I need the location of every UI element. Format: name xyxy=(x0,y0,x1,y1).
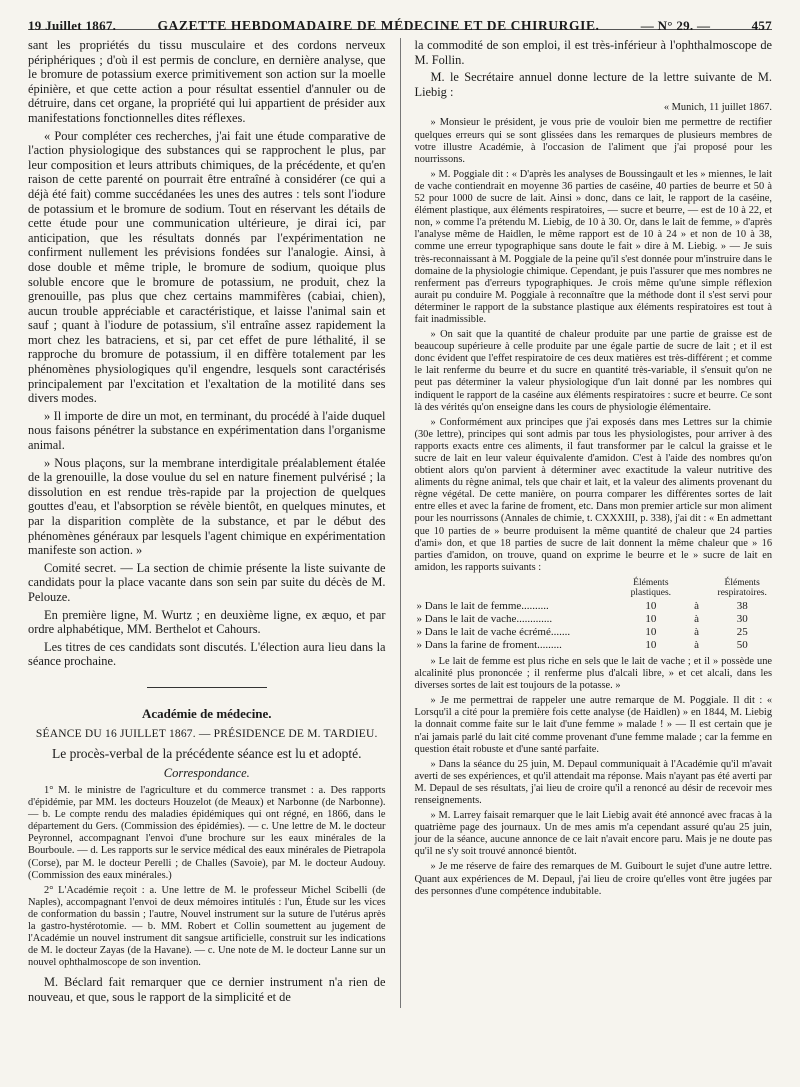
paragraph: » Nous plaçons, sur la membrane interdigitale préalablement étalée de la grenouille, la dose voulue du sel en nature finement pulvérisé ; la dissolution en est rendue très-rapide par la projection de quelques gouttes d'eau, et l'absorption se révèle bientôt, en quelques minutes, et par la disparition complète de la substance, et par le début des phénomènes généraux par lesquels l'agent chimique en expérimentation manifeste son action. » xyxy=(28,455,386,558)
table-row xyxy=(415,613,773,626)
paragraph: « Pour compléter ces recherches, j'ai fait une étude comparative de l'action physiologique des substances qui se rapprochent le plus, par leur composition et leurs attributs chimiques, de la précédente, et qu'en raison de cette parenté on pourrait être entraîné à considérer (ce qui a déjà été fait) comme succédanées les unes des autres : tels sont l'iodure de potassium et le bromure de sodium. Tout en réservant les détails de cette étude pour une communication ultérieure, je dirai ici, par anticipation, que les résultats donnés par l'expérimentation ne confirment nullement les prévisions fondées sur l'analogie. Ainsi, à dose double et même triple, le bromure de sodium, quoique plus soluble encore que le bromure de potassium, ne produit, chez la grenouille, pas plus que chez certains mammifères (cabiai, chien), aucun trouble appréciable et caractéristique, et laisse l'animal sain et sauf ; quant à l'iodure de potassium, s'il entraîne assez rapidement la mort chez les batraciens, et si, par cet effet de pure léthalité, il se rapproche du bromure de potassium, il en diffère totalement par les phénomènes physiologiques qu'il engendre, lesquels sont caractérisés principalement par l'excitation et l'exaltation de la motilité dans ses divers modes. xyxy=(28,128,386,406)
two-column-body xyxy=(28,38,772,1008)
table-row xyxy=(415,639,773,652)
cell-respiratory: 30 xyxy=(736,612,748,625)
cell-respiratory: 50 xyxy=(736,638,748,651)
cell-plastic: 10 xyxy=(645,599,657,612)
milk-ratio-table xyxy=(415,577,773,652)
correspondence-item: 2° L'Académie reçoit : a. Une lettre de M. le professeur Michel Scibelli (de Naples), accompagnant l'envoi de deux mémoires intitulés : l'un, Étude sur les vices de conformation du bassin ; l'autre, Nouvel instrument sur la suture de l'utérus après la gastro-hystérotomie. — b. MM. Robert et Collin soumettent au jugement de l'Académie un nouvel instrument dit sangsue artificielle, construit sur les indications de M. le docteur Zayas (de la Havane). — c. Une note de M. le docteur Lanne sur un nouvel ophthalmoscope de son invention. xyxy=(28,884,386,969)
correspondence-heading: Correspondance. xyxy=(163,765,250,780)
letter-paragraph: » Monsieur le président, je vous prie de vouloir bien me permettre de rectifier quelques erreurs qui se sont glissées dans les remarques de plusieurs membres de votre illustre Académie, à l'occasion de l'aliment que j'ai proposé pour les nourrissons. xyxy=(414,117,773,165)
cell-a: à xyxy=(694,638,699,651)
table-row xyxy=(415,600,773,613)
letter-paragraph: » Le lait de femme est plus riche en sels que le lait de vache ; et il » possède une alcalinité plus prononcée ; il renferme plus d'alcali libre, » et cet alcali, dans les diverses sortes de lait est toujours de la potasse. » xyxy=(414,655,773,692)
left-column xyxy=(28,38,386,1008)
cell-plastic: 10 xyxy=(645,625,657,638)
header-issue: — N° 29. — xyxy=(640,18,711,33)
page-header xyxy=(28,0,772,33)
column-header-plastic: Éléments plastiques. xyxy=(630,577,672,599)
header-date: 19 Juillet 1867. xyxy=(28,18,117,33)
row-label: » Dans le lait de vache............. xyxy=(416,612,553,625)
letter-paragraph: » Dans la séance du 25 juin, M. Depaul communiquait à l'Académie qu'il m'avait averti de ses expériences, et qu'il attendait ma réponse. Mais n'ayant pas été averti par M. Depaul de ses résultats, j'ai lieu de croire qu'il a renoncé au désir de recevoir mes renseignements. xyxy=(414,758,773,806)
cell-a: à xyxy=(694,625,699,638)
section-title: Académie de médecine. xyxy=(141,705,272,721)
correspondence-item: 1° M. le ministre de l'agriculture et du commerce transmet : a. Des rapports d'épidémie, par MM. les docteurs Houzelot (de Meaux) et Narbonne (de Narbonne). — b. Le compte rendu des maladies épidémiques qui ont régné, en 1866, dans le département du Gers. (Commission des épidémies). — c. Une lettre de M. le docteur Peyronnel, accompagnant l'envoi d'une brochure sur les eaux minérales de la Bourboule. — d. Les rapports sur le service médical des eaux minérales de Pietrapola (Corse), par M. le docteur Perelli ; de Challes (Savoie), par M. le docteur Audouy. (Commission des eaux minérales.) xyxy=(28,784,386,881)
row-label: » Dans le lait de femme.......... xyxy=(416,599,549,612)
session-heading: SÉANCE DU 16 JUILLET 1867. — PRÉSIDENCE DE M. TARDIEU. xyxy=(35,727,378,740)
letter-paragraph: » Je me permettrai de rappeler une autre remarque de M. Poggiale. Il dit : « Lorsqu'il a cité pour la première fois cette analyse (de Haidlen) » en 1844, M. Liebig la donnait comme faite sur le lait d'une femme » malade ! » — Il est certain que je n'ai jamais parlé du lait cité comme provenant d'une femme malade ; car la femme en question était robuste et d'une santé parfaite. xyxy=(414,695,773,755)
minutes-line: Le procès-verbal de la précédente séance est lu et adopté. xyxy=(51,745,362,761)
header-page-number: 457 xyxy=(751,18,772,33)
cell-respiratory: 38 xyxy=(736,599,748,612)
cell-a: à xyxy=(694,612,699,625)
paragraph: sant les propriétés du tissu musculaire et des cordons nerveux périphériques ; d'où il est permis de conclure, en dernière analyse, que le bromure de potassium exerce primitivement son action sur la moelle épinière, et que cette action a pour résultat essentiel d'annuler ou de détruire, dans cet organe, la propriété qui lui appartient de présider aux manifestations fonctionnelles dites réflexes. xyxy=(28,38,386,125)
table-row xyxy=(415,626,773,639)
paragraph: Les titres de ces candidats sont discutés. L'élection aura lieu dans la séance prochaine. xyxy=(28,639,386,669)
letter-paragraph: » On sait que la quantité de chaleur produite par une partie de graisse est de beaucoup supérieure à celle produite par une égale partie de sucre de lait ; et il est donc évident que l'effet respiratoire de ces deux matières est très-différent ; et comme le lait renferme du beurre et du sucre en quantité très-variable, il s'ensuit qu'on ne peut pas déterminer la valeur physiologique d'un lait donné par les nombres qui indiquent le rapport de la caséine aux éléments respiratoires : sucre et beurre. Ce sont là des vérités qu'on enseigne dans les cours de physiologie élémentaire. xyxy=(414,329,773,413)
cell-a: à xyxy=(694,599,699,612)
paragraph: » Il importe de dire un mot, en terminant, du procédé à l'aide duquel nous faisons pénétrer la substance en expérimentation dans l'organisme animal. xyxy=(28,408,386,453)
letter-paragraph: » Conformément aux principes que j'ai exposés dans mes Lettres sur la chimie (30e lettre), principes qui sont admis par tous les physiologistes, pour arriver à des rapports exacts entre ces aliments, il faut transformer par le calcul la graisse et le sucre de lait en leur valeur équivalente d'amidon. C'est à l'aide des nombres qu'on obtient alors qu'on parvient à déterminer avec exactitude la valeur nutritive des aliments du règne animal, tels que chair et lait, et la valeur des aliments provenant du règne végétal. De cette manière, on pourra comparer les différentes sortes de lait entre elles et avec la farine de froment, etc. Dans mon premier article sur mon aliment pour les nourrissons (Annales de chimie, t. CXXXIII, p. 338), j'ai dit : « En admettant que 10 parties de » beurre produisent la même quantité de chaleur que 24 parties d'ami» don, et que 18 parties de sucre de lait donnent la même chaleur que » 16 parties d'amidon, on trouve, quand on exprime le beurre et le » sucre de lait en amidon, les rapports suivants : xyxy=(414,416,773,573)
letter-paragraph: » Je me réserve de faire des remarques de M. Guibourt le sujet d'une autre lettre. Quant aux expériences de M. Depaul, j'ai lieu de croire qu'elles vont être jugées par des personnes d'une compétence indubitable. xyxy=(414,861,773,897)
paragraph: M. le Secrétaire annuel donne lecture de la lettre suivante de M. Liebig : xyxy=(414,70,773,99)
row-label: » Dans la farine de froment......... xyxy=(416,638,562,651)
letter-dateline: « Munich, 11 juillet 1867. xyxy=(663,102,773,114)
cell-respiratory: 25 xyxy=(736,625,748,638)
letter-paragraph: » M. Larrey faisait remarquer que le lait Liebig avait été annoncé avec fracas à la quatrième page des journaux. Un de mes amis m'a cependant assuré qu'au 25 juin, jour de la séance, aucune annonce de ce lait n'avait encore paru. Mais je ne doute pas qu'il ne s'y soit trouvé annoncé bientôt. xyxy=(414,810,773,858)
letter-paragraph: » M. Poggiale dit : « D'après les analyses de Boussingault et les » miennes, le lait de vache contiendrait en moyenne 36 parties de caséine, 40 parties de beurre et 50 à 52 pour 1000 de sucre de lait. Ainsi » donc, dans ce lait, le rapport de la caséine, élément plastique, aux éléments respiratoires, — sucre et beurre, — est de 10 à 22, et non, » comme l'a prétendu M. Liebig, de 10 à 30. Or, dans le lait de femme, » d'après l'analyse même de Haidlen, le même rapport est de 10 à 24 » et non de 10 à 38, comme une erreur typographique sans doute le fait » dire à M. Liebig. » — Je suis très-reconnaissant à M. Poggiale de la peine qu'il s'est donnée pour m'instruire dans le domaine de la physiologie chimique. Cependant, je puis l'assurer que mes nombres ne renferment pas d'erreurs typographiques. Je crois même qu'une simple réflexion aurait pu conduire M. Poggiale à reconnaître que la méthode dont il s'est servi pour déterminer le rapport de la substance plastique aux éléments respiratoires est tout à fait inadmissible. xyxy=(414,168,773,325)
paragraph: Comité secret. — La section de chimie présente la liste suivante de candidats pour la place vacante dans son sein par suite du décès de M. Pelouze. xyxy=(28,560,386,604)
header-title: GAZETTE HEBDOMADAIRE DE MÉDECINE ET DE CHIRURGIE. xyxy=(157,18,600,33)
cell-plastic: 10 xyxy=(645,638,657,651)
paragraph: la commodité de son emploi, il est très-inférieur à l'ophthalmoscope de M. Follin. xyxy=(414,38,773,67)
paragraph: En première ligne, M. Wurtz ; en deuxième ligne, ex æquo, et par ordre alphabétique, MM. Berthelot et Cahours. xyxy=(28,607,386,637)
table-header-row xyxy=(415,577,773,600)
column-header-respiratory: Éléments respiratoires. xyxy=(717,577,767,599)
cell-plastic: 10 xyxy=(645,612,657,625)
section-divider xyxy=(147,687,267,688)
column-divider xyxy=(400,38,401,1008)
right-column xyxy=(415,38,773,1008)
row-label: » Dans le lait de vache écrémé....... xyxy=(416,625,571,638)
paragraph: M. Béclard fait remarquer que ce dernier instrument n'a rien de nouveau, et que, sous le rapport de la simplicité et de xyxy=(28,975,386,1004)
